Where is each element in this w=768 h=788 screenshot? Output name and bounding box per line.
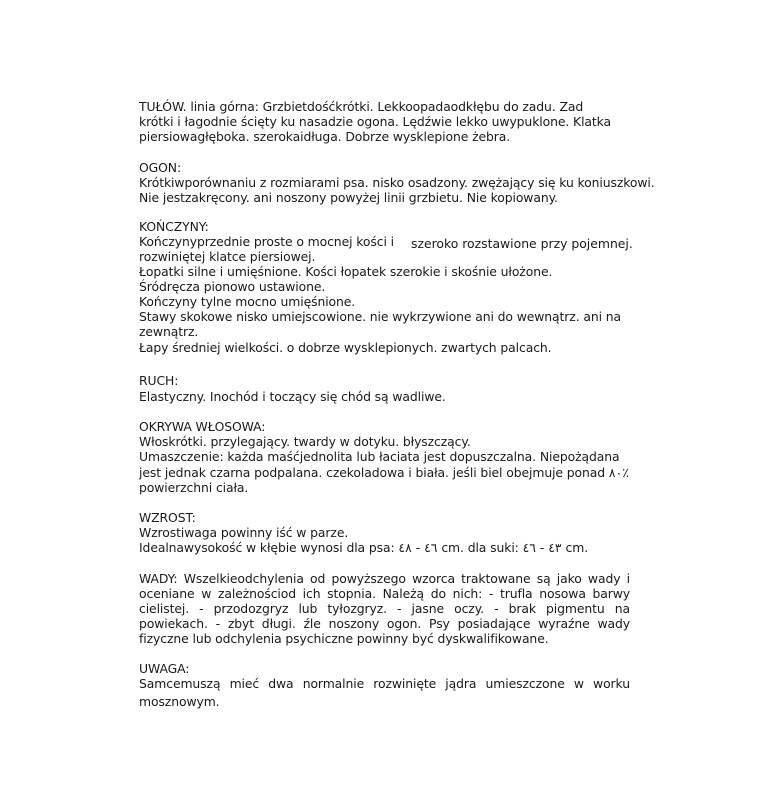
uwaga-heading: UWAGA: xyxy=(139,661,190,676)
konczyny-line-6: Stawy skokowe nisko umiejscowione. nie wykrzywione ani do wewnątrz. ani na xyxy=(139,309,622,324)
wzrost-line-1: Wzrostiwaga powinny iść w parze. xyxy=(139,525,349,540)
okrywa-line-1: Włoskrótki. przylegający. twardy w dotyku. błyszczący. xyxy=(139,434,471,449)
wady-line-3: cielistej. - przodozgryz lub tyłozgryz. - jasne oczy. - brak pigmentu na xyxy=(139,601,630,616)
uwaga-line-2: mosznowym. xyxy=(139,694,220,709)
uwaga-line-1: Samcemuszą mieć dwa normalnie rozwinięte jądra umieszczone w worku xyxy=(139,676,630,691)
ogon-line-1: Krótkiwporównaniu z rozmiarami psa. nisko osadzony. zwężający się ku koniuszkowi. xyxy=(139,175,655,190)
ruch-line-1: Elastyczny. Inochód i toczący się chód są wadliwe. xyxy=(139,389,446,404)
konczyny-heading: KOŃCZYNY: xyxy=(139,219,209,234)
konczyny-line-1-continued: szeroko rozstawione przy pojemnej. xyxy=(411,236,633,251)
wady-line-5: fizyczne lub odchylenia psychiczne powinny być dyskwalifikowane. xyxy=(139,631,549,646)
wzrost-heading: WZROST: xyxy=(139,510,196,525)
tulow-line-3: piersiowagłęboka. szerokaidługa. Dobrze wysklepione żebra. xyxy=(139,129,511,144)
konczyny-line-1: Kończynyprzednie proste o mocnej kości i xyxy=(139,234,394,249)
konczyny-line-4: Śródręcza pionowo ustawione. xyxy=(139,279,326,294)
wady-line-2: oceniane w zależnościod ich stopnia. Należą do nich: - trufla nosowa barwy xyxy=(139,586,630,601)
ogon-line-2: Nie jestzakręcony. ani noszony powyżej linii grzbietu. Nie kopiowany. xyxy=(139,190,558,205)
konczyny-line-5: Kończyny tylne mocno umięśnione. xyxy=(139,294,356,309)
okrywa-line-3: jest jednak czarna podpalana. czekoladowa i biała. jeśli biel obejmuje ponad ٨٠٪ xyxy=(139,465,629,480)
wady-line-4: powiekach. - zbyt długi. źle noszony ogon. Psy posiadające wyraźne wady xyxy=(139,616,630,631)
konczyny-line-8: Łapy średniej wielkości. o dobrze wysklepionych. zwartych palcach. xyxy=(139,340,552,355)
tulow-line-1: TUŁÓW. linia górna: Grzbietdośćkrótki. Lekkoopadaodkłębu do zadu. Zad xyxy=(139,99,584,114)
okrywa-heading: OKRYWA WŁOSOWA: xyxy=(139,419,266,434)
wady-line-1: WADY: Wszelkieodchylenia od powyższego wzorca traktowane są jako wady i xyxy=(139,571,630,586)
ruch-heading: RUCH: xyxy=(139,373,179,388)
okrywa-line-2: Umaszczenie: każda maśćjednolita lub łaciata jest dopuszczalna. Niepożądana xyxy=(139,449,620,464)
okrywa-line-4: powierzchni ciała. xyxy=(139,480,249,495)
konczyny-line-3: Łopatki silne i umięśnione. Kości łopatek szerokie i skośnie ułożone. xyxy=(139,264,553,279)
wzrost-line-2: Idealnawysokość w kłębie wynosi dla psa: ٤٦ - ٤٨ cm. dla suki: ٤٣ - ٤٦ cm. xyxy=(139,540,589,555)
tulow-line-2: krótki i łagodnie ścięty ku nasadzie ogona. Lędźwie lekko uwypuklone. Klatka xyxy=(139,114,612,129)
konczyny-line-7: zewnątrz. xyxy=(139,324,199,339)
konczyny-line-2: rozwiniętej klatce piersiowej. xyxy=(139,249,316,264)
ogon-heading: OGON: xyxy=(139,160,182,175)
